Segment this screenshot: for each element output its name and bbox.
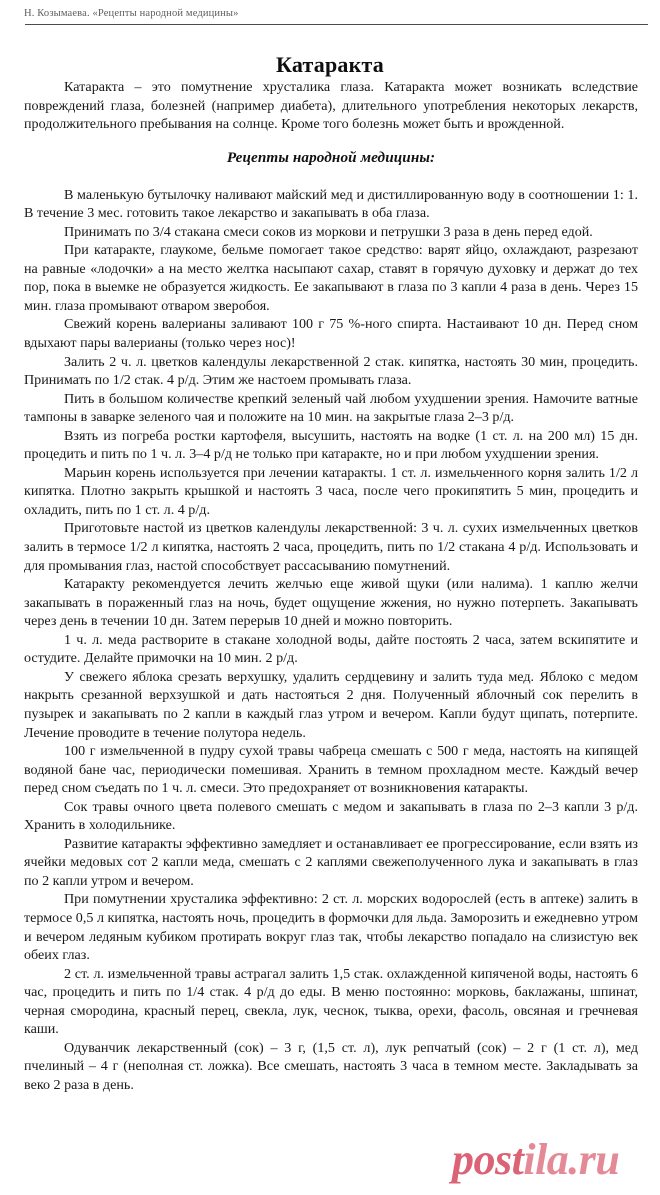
recipe-paragraph: Принимать по 3/4 стакана смеси соков из моркови и петрушки 3 раза в день перед едой.: [64, 223, 593, 240]
recipe-paragraph: Развитие катаракты эффективно замедляет и останавливает ее прогрессирование, если взять из ячейки медовых сот 2 капли меда, смешать с 2 каплями свежеполученного лука и закапывать в глаз по 2 капли утром и вечером.: [24, 835, 638, 889]
recipe-paragraph: Приготовьте настой из цветков календулы лекарственной: 3 ч. л. сухих измельченных цветков залить в термосе 1/2 л кипятка, настоять 2 часа, процедить, пить по 1/2 стакана 4 р/д. Использовать и для промывания глаз, настой способствует рассасыванию помутнений.: [24, 520, 638, 574]
recipe-paragraph: 1 ч. л. меда растворите в стакане холодной воды, дайте постоять 2 часа, затем вскипятите и остудите. Делайте примочки на 10 мин. 2 р/д.: [24, 631, 638, 667]
recipe-paragraph: Свежий корень валерианы заливают 100 г 75 %-ного спирта. Настаивают 10 дн. Перед сном вдыхают пары валерианы (только через нос)!: [24, 316, 638, 352]
recipe-paragraph: При помутнении хрусталика эффективно: 2 ст. л. морских водорослей (есть в аптеке) залить в термосе 0,5 л кипятка, настоять ночь, процедить в формочки для льда. Заморозить и ежедневно утром и вечером ледяным кубиком протирать вокруг глаз так, чтобы лекарство попадало на слизистую век обеих глаз.: [24, 891, 638, 964]
recipe-paragraph: Катаракту рекомендуется лечить желчью еще живой щуки (или налима). 1 каплю желчи закапывать в пораженный глаз на ночь, будет ощущение жжения, но нужно потерпеть. Закапывать через день в течении 10 дн. Затем перерыв 10 дней и можно повторить.: [24, 576, 638, 630]
recipe-paragraph: Пить в большом количестве крепкий зеленый чай любом ухудшении зрения. Намочите ватные тампоны в заварке зеленого чая и положите на 10 мин. на закрытые глаза 2–3 р/д.: [24, 390, 638, 426]
recipe-paragraph: Одуванчик лекарственный (сок) – 3 г, (1,5 ст. л), лук репчатый (сок) – 2 г (1 ст. л), мед пчелиный – 4 г (неполная ст. ложка). Все смешать, настоять 3 часа в темном месте. Закладывать за веко 2 раза в день.: [24, 1039, 638, 1093]
running-head: Н. Козымаева. «Рецепты народной медицины»: [24, 8, 239, 19]
recipe-paragraph: Марьин корень используется при лечении катаракты. 1 ст. л. измельченного корня залить 1/2 л кипятка. Плотно закрыть крышкой и настоять 3 часа, после чего прокипятить 5 мин, процедить и охладить, пить по 1 ст. л. 4 р/д.: [24, 464, 638, 518]
watermark-text-left: post: [452, 1135, 524, 1184]
recipe-paragraph: Залить 2 ч. л. цветков календулы лекарственной 2 стак. кипятка, настоять 30 мин, процедить. Принимать по 1/2 стак. 4 р/д. Этим же настоем промывать глаза.: [24, 353, 638, 389]
body-text-column: [24, 78, 638, 1094]
recipe-paragraph: В маленькую бутылочку наливают майский мед и дистиллированную воду в соотношении 1: 1. В течение 3 мес. готовить такое лекарство и закапывать в оба глаза.: [24, 186, 638, 222]
recipe-paragraph: 100 г измельченной в пудру сухой травы чабреца смешать с 500 г меда, настоять на кипящей водяной бане час, периодически помешивая. Хранить в темном прохладном месте. Каждый вечер перед сном съедать по 1 ч. л. смеси. Это предохраняет от возникновения катаракты.: [24, 743, 638, 797]
recipe-paragraph: Сок травы очного цвета полевого смешать с медом и закапывать в глаза по 2–3 капли 3 р/д. Хранить в холодильнике.: [24, 798, 638, 834]
recipe-paragraph: У свежего яблока срезать верхушку, удалить сердцевину и залить туда мед. Яблоко с медом накрыть срезанной верхзушкой и дать настояться 2 дня. Полученный яблочный сок перелить в пузырек и закапывать по 2 капли в каждый глаз утром и вечером. Капли будут щипать, потерпите. Лечение проводите в течение полутора недель.: [24, 668, 638, 741]
recipe-paragraph: Взять из погреба ростки картофеля, высушить, настоять на водке (1 ст. л. на 200 мл) 15 дн. процедить и пить по 1 ч. л. 3–4 р/д не только при катаракте, но и при любом ухудшении зрения.: [24, 427, 638, 463]
recipe-paragraph: 2 ст. л. измельченной травы астрагал залить 1,5 стак. охлажденной кипяченой воды, настоять 6 час, процедить и пить по 1/4 стак. 4 р/д до еды. В меню постоянно: морковь, баклажаны, шпинат, черная смородина, красный перец, свекла, лук, чеснок, тыква, орехи, фасоль, овсяная и гречневая каши.: [24, 965, 638, 1038]
recipe-paragraph: При катаракте, глаукоме, бельме помогает такое средство: варят яйцо, охлаждают, разрезают на равные «лодочки» а на место желтка насыпают сахар, ставят в горячую духовку и держат до тех пор, пока в выемке не образуется жидкость. Ее закапывают в глаза по 3 капли 4 раза в день. Через 15 мин. глаза промывают отваром зверобоя.: [24, 242, 638, 314]
page-title: Катаракта: [276, 51, 384, 77]
site-watermark: [452, 1136, 619, 1184]
section-subheading: Рецепты народной медицины:: [226, 148, 436, 166]
intro-paragraph: Катаракта – это помутнение хрусталика глаза. Катаракта может возникать вследствие повреждений глаза, болезней (например диабета), длительного употребления некоторых лекарств, продолжительного пребывания на солнце. Кроме того болезнь может быть и врожденной.: [24, 79, 638, 133]
watermark-text-right: ila.ru: [523, 1135, 620, 1184]
header-divider: [25, 24, 648, 25]
